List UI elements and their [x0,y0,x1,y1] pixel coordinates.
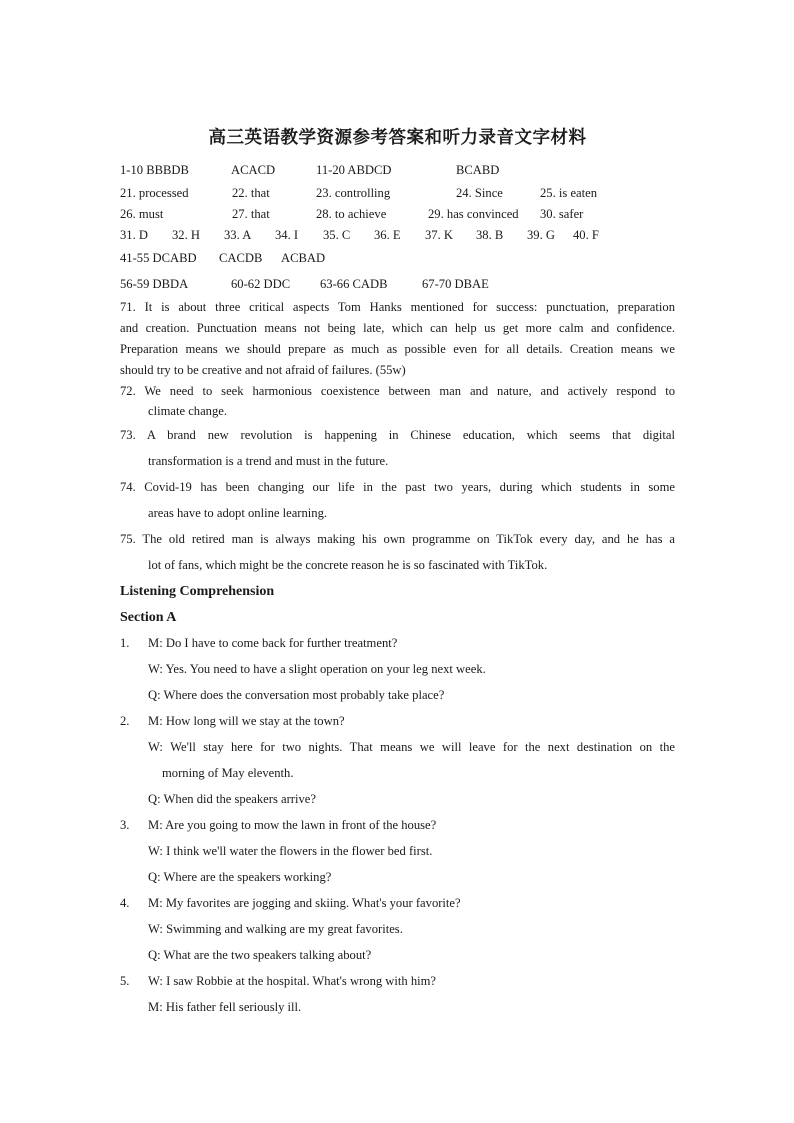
text-line: 74. Covid-19 has been changing our life in the past two years, during which students in some [120,480,675,494]
answer-cell: ACBAD [281,251,326,265]
text-line: 72. We need to seek harmonious coexistence between man and nature, and actively respond to [120,384,675,398]
page-title: 高三英语教学资源参考答案和听力录音文字材料 [208,128,587,148]
answer-cell: 30. safer [540,207,584,221]
answer-cell: 24. Since [456,186,503,200]
dialog-line: morning of May eleventh. [162,766,294,780]
question-line: Q: Where are the speakers working? [148,870,332,884]
answer-cell: 56-59 DBDA [120,277,189,291]
answer-cell: 23. controlling [316,186,391,200]
text-line: 73. A brand new revolution is happening in Chinese education, which seems that digital [120,428,675,442]
answer-cell: 34. I [275,228,299,242]
text-line: transformation is a trend and must in the future. [148,454,389,468]
text-line: and creation. Punctuation means not being late, which can help us get more calm and confidence. [120,321,675,335]
item-number: 3. [120,818,130,832]
item-number: 5. [120,974,130,988]
text-line: should try to be creative and not afraid of failures. (55w) [120,363,406,377]
section-subheading: Section A [120,610,177,625]
answer-cell: 37. K [425,228,453,242]
dialog-line: M: How long will we stay at the town? [148,714,345,728]
item-number: 4. [120,896,130,910]
answer-cell: 28. to achieve [316,207,387,221]
dialog-line: W: We'll stay here for two nights. That means we will leave for the next destination on the [148,740,675,754]
answer-cell: 38. B [476,228,504,242]
answer-cell: 22. that [232,186,270,200]
answer-cell: 40. F [573,228,599,242]
answer-cell: 25. is eaten [540,186,598,200]
text-line: climate change. [148,404,228,418]
answer-cell: 29. has convinced [428,207,519,221]
answer-cell: 33. A [224,228,252,242]
item-number: 1. [120,636,130,650]
answer-cell: 26. must [120,207,164,221]
dialog-line: W: Yes. You need to have a slight operation on your leg next week. [148,662,486,676]
dialog-line: M: Do I have to come back for further treatment? [148,636,398,650]
answer-cell: BCABD [456,163,500,177]
answer-cell: 32. H [172,228,200,242]
answer-cell: ACACD [231,163,276,177]
answer-cell: 60-62 DDC [231,277,291,291]
answer-cell: 35. C [323,228,351,242]
answer-cell: 67-70 DBAE [422,277,489,291]
dialog-line: M: My favorites are jogging and skiing. What's your favorite? [148,896,461,910]
answer-cell: 1-10 BBBDB [120,163,189,177]
answer-cell: 11-20 ABDCD [316,163,392,177]
answer-cell: 36. E [374,228,401,242]
section-heading: Listening Comprehension [120,584,275,599]
dialog-line: W: Swimming and walking are my great favorites. [148,922,403,936]
dialog-line: W: I saw Robbie at the hospital. What's wrong with him? [148,974,437,988]
question-line: Q: What are the two speakers talking about? [148,948,372,962]
text-line: lot of fans, which might be the concrete reason he is so fascinated with TikTok. [148,558,548,572]
dialog-line: M: His father fell seriously ill. [148,1000,302,1014]
text-line: Preparation means we should prepare as much as possible even for all details. Creation means we [120,342,675,356]
answer-cell: CACDB [219,251,263,265]
answer-cell: 31. D [120,228,148,242]
dialog-line: M: Are you going to mow the lawn in front of the house? [148,818,437,832]
answer-cell: 39. G [527,228,555,242]
question-line: Q: When did the speakers arrive? [148,792,316,806]
answer-cell: 27. that [232,207,270,221]
question-line: Q: Where does the conversation most probably take place? [148,688,445,702]
text-line: areas have to adopt online learning. [148,506,328,520]
item-number: 2. [120,714,130,728]
dialog-line: W: I think we'll water the flowers in the flower bed first. [148,844,433,858]
text-line: 75. The old retired man is always making his own programme on TikTok every day, and he has a [120,532,675,546]
answer-cell: 63-66 CADB [320,277,388,291]
text-line: 71. It is about three critical aspects Tom Hanks mentioned for success: punctuation, preparation [120,300,675,314]
answer-cell: 21. processed [120,186,189,200]
answer-cell: 41-55 DCABD [120,251,197,265]
